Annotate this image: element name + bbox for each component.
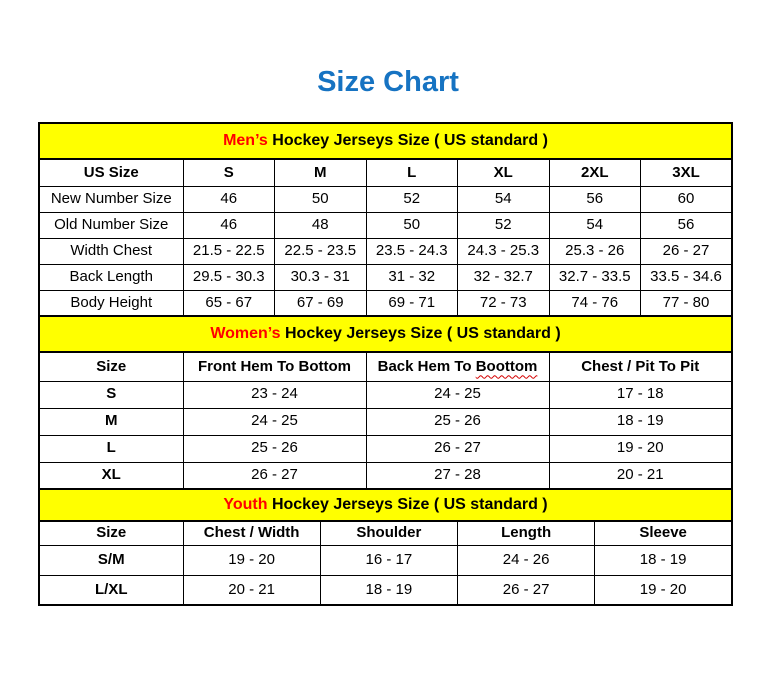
cell: 22.5 - 23.5 xyxy=(275,238,367,264)
cell: 18 - 19 xyxy=(549,408,732,435)
header-cell: Chest / Width xyxy=(183,521,320,545)
mens-banner xyxy=(39,123,732,159)
table-row xyxy=(39,290,732,316)
cell: 26 - 27 xyxy=(641,238,733,264)
cell: 30.3 - 31 xyxy=(275,264,367,290)
cell: 67 - 69 xyxy=(275,290,367,316)
womens-size-table xyxy=(38,315,733,490)
womens-banner-text: Hockey Jerseys Size ( US standard ) xyxy=(280,325,561,343)
size-label: L xyxy=(39,435,183,462)
cell: 32 - 32.7 xyxy=(458,264,550,290)
misspelled-word: Boottom xyxy=(475,357,538,375)
cell: 20 - 21 xyxy=(549,462,732,489)
header-cell: Shoulder xyxy=(320,521,457,545)
row-label: Width Chest xyxy=(39,238,183,264)
cell: 19 - 20 xyxy=(595,575,732,605)
cell: 31 - 32 xyxy=(366,264,458,290)
cell: 32.7 - 33.5 xyxy=(549,264,641,290)
cell: 25 - 26 xyxy=(183,435,366,462)
header-cell: S xyxy=(183,159,275,186)
table-row xyxy=(39,212,732,238)
cell: 54 xyxy=(549,212,641,238)
row-label: Body Height xyxy=(39,290,183,316)
header-cell: Sleeve xyxy=(595,521,732,545)
table-row xyxy=(39,264,732,290)
cell: 25 - 26 xyxy=(366,408,549,435)
header-cell: Size xyxy=(39,521,183,545)
mens-banner-text: Hockey Jerseys Size ( US standard ) xyxy=(267,132,548,150)
header-cell: L xyxy=(366,159,458,186)
cell: 24.3 - 25.3 xyxy=(458,238,550,264)
header-cell: 2XL xyxy=(549,159,641,186)
cell: 69 - 71 xyxy=(366,290,458,316)
header-text: Back Hem To xyxy=(377,357,476,375)
table-row xyxy=(39,435,732,462)
header-cell: Chest / Pit To Pit xyxy=(549,352,732,381)
womens-banner-row xyxy=(39,316,732,352)
cell: 19 - 20 xyxy=(549,435,732,462)
cell: 46 xyxy=(183,186,275,212)
row-label: New Number Size xyxy=(39,186,183,212)
youth-size-table xyxy=(38,488,733,606)
header-cell: US Size xyxy=(39,159,183,186)
cell: 56 xyxy=(549,186,641,212)
header-cell: Length xyxy=(458,521,595,545)
header-cell: XL xyxy=(458,159,550,186)
womens-banner xyxy=(39,316,732,352)
cell: 74 - 76 xyxy=(549,290,641,316)
size-label: XL xyxy=(39,462,183,489)
mens-banner-red-word: Men’s xyxy=(223,132,268,150)
mens-size-table xyxy=(38,122,733,317)
page-title: Size Chart xyxy=(317,66,459,98)
table-row xyxy=(39,545,732,575)
mens-header-row xyxy=(39,159,732,186)
cell: 33.5 - 34.6 xyxy=(641,264,733,290)
header-cell: Front Hem To Bottom xyxy=(183,352,366,381)
table-row xyxy=(39,575,732,605)
cell: 16 - 17 xyxy=(320,545,457,575)
table-row xyxy=(39,381,732,408)
cell: 46 xyxy=(183,212,275,238)
womens-banner-red-word: Women’s xyxy=(210,325,281,343)
row-label: Old Number Size xyxy=(39,212,183,238)
cell: 60 xyxy=(641,186,733,212)
cell: 26 - 27 xyxy=(183,462,366,489)
youth-banner-row xyxy=(39,489,732,521)
cell: 52 xyxy=(458,212,550,238)
cell: 18 - 19 xyxy=(595,545,732,575)
cell: 18 - 19 xyxy=(320,575,457,605)
cell: 72 - 73 xyxy=(458,290,550,316)
cell: 54 xyxy=(458,186,550,212)
cell: 21.5 - 22.5 xyxy=(183,238,275,264)
cell: 65 - 67 xyxy=(183,290,275,316)
cell: 24 - 25 xyxy=(366,381,549,408)
table-row xyxy=(39,408,732,435)
size-label: M xyxy=(39,408,183,435)
cell: 26 - 27 xyxy=(366,435,549,462)
youth-banner xyxy=(39,489,732,521)
cell: 77 - 80 xyxy=(641,290,733,316)
header-cell xyxy=(366,352,549,381)
size-label: L/XL xyxy=(39,575,183,605)
cell: 48 xyxy=(275,212,367,238)
cell: 26 - 27 xyxy=(458,575,595,605)
cell: 20 - 21 xyxy=(183,575,320,605)
youth-banner-red-word: Youth xyxy=(223,496,268,514)
cell: 17 - 18 xyxy=(549,381,732,408)
cell: 27 - 28 xyxy=(366,462,549,489)
mens-banner-row xyxy=(39,123,732,159)
header-cell: 3XL xyxy=(641,159,733,186)
cell: 24 - 26 xyxy=(458,545,595,575)
cell: 23.5 - 24.3 xyxy=(366,238,458,264)
cell: 50 xyxy=(366,212,458,238)
cell: 23 - 24 xyxy=(183,381,366,408)
womens-header-row xyxy=(39,352,732,381)
header-cell: Size xyxy=(39,352,183,381)
cell: 29.5 - 30.3 xyxy=(183,264,275,290)
size-label: S xyxy=(39,381,183,408)
cell: 24 - 25 xyxy=(183,408,366,435)
cell: 50 xyxy=(275,186,367,212)
youth-banner-text: Hockey Jerseys Size ( US standard ) xyxy=(267,496,548,514)
cell: 19 - 20 xyxy=(183,545,320,575)
cell: 52 xyxy=(366,186,458,212)
size-chart-tables xyxy=(38,122,733,606)
row-label: Back Length xyxy=(39,264,183,290)
table-row xyxy=(39,238,732,264)
youth-header-row xyxy=(39,521,732,545)
header-cell: M xyxy=(275,159,367,186)
table-row xyxy=(39,186,732,212)
size-label: S/M xyxy=(39,545,183,575)
cell: 25.3 - 26 xyxy=(549,238,641,264)
cell: 56 xyxy=(641,212,733,238)
table-row xyxy=(39,462,732,489)
